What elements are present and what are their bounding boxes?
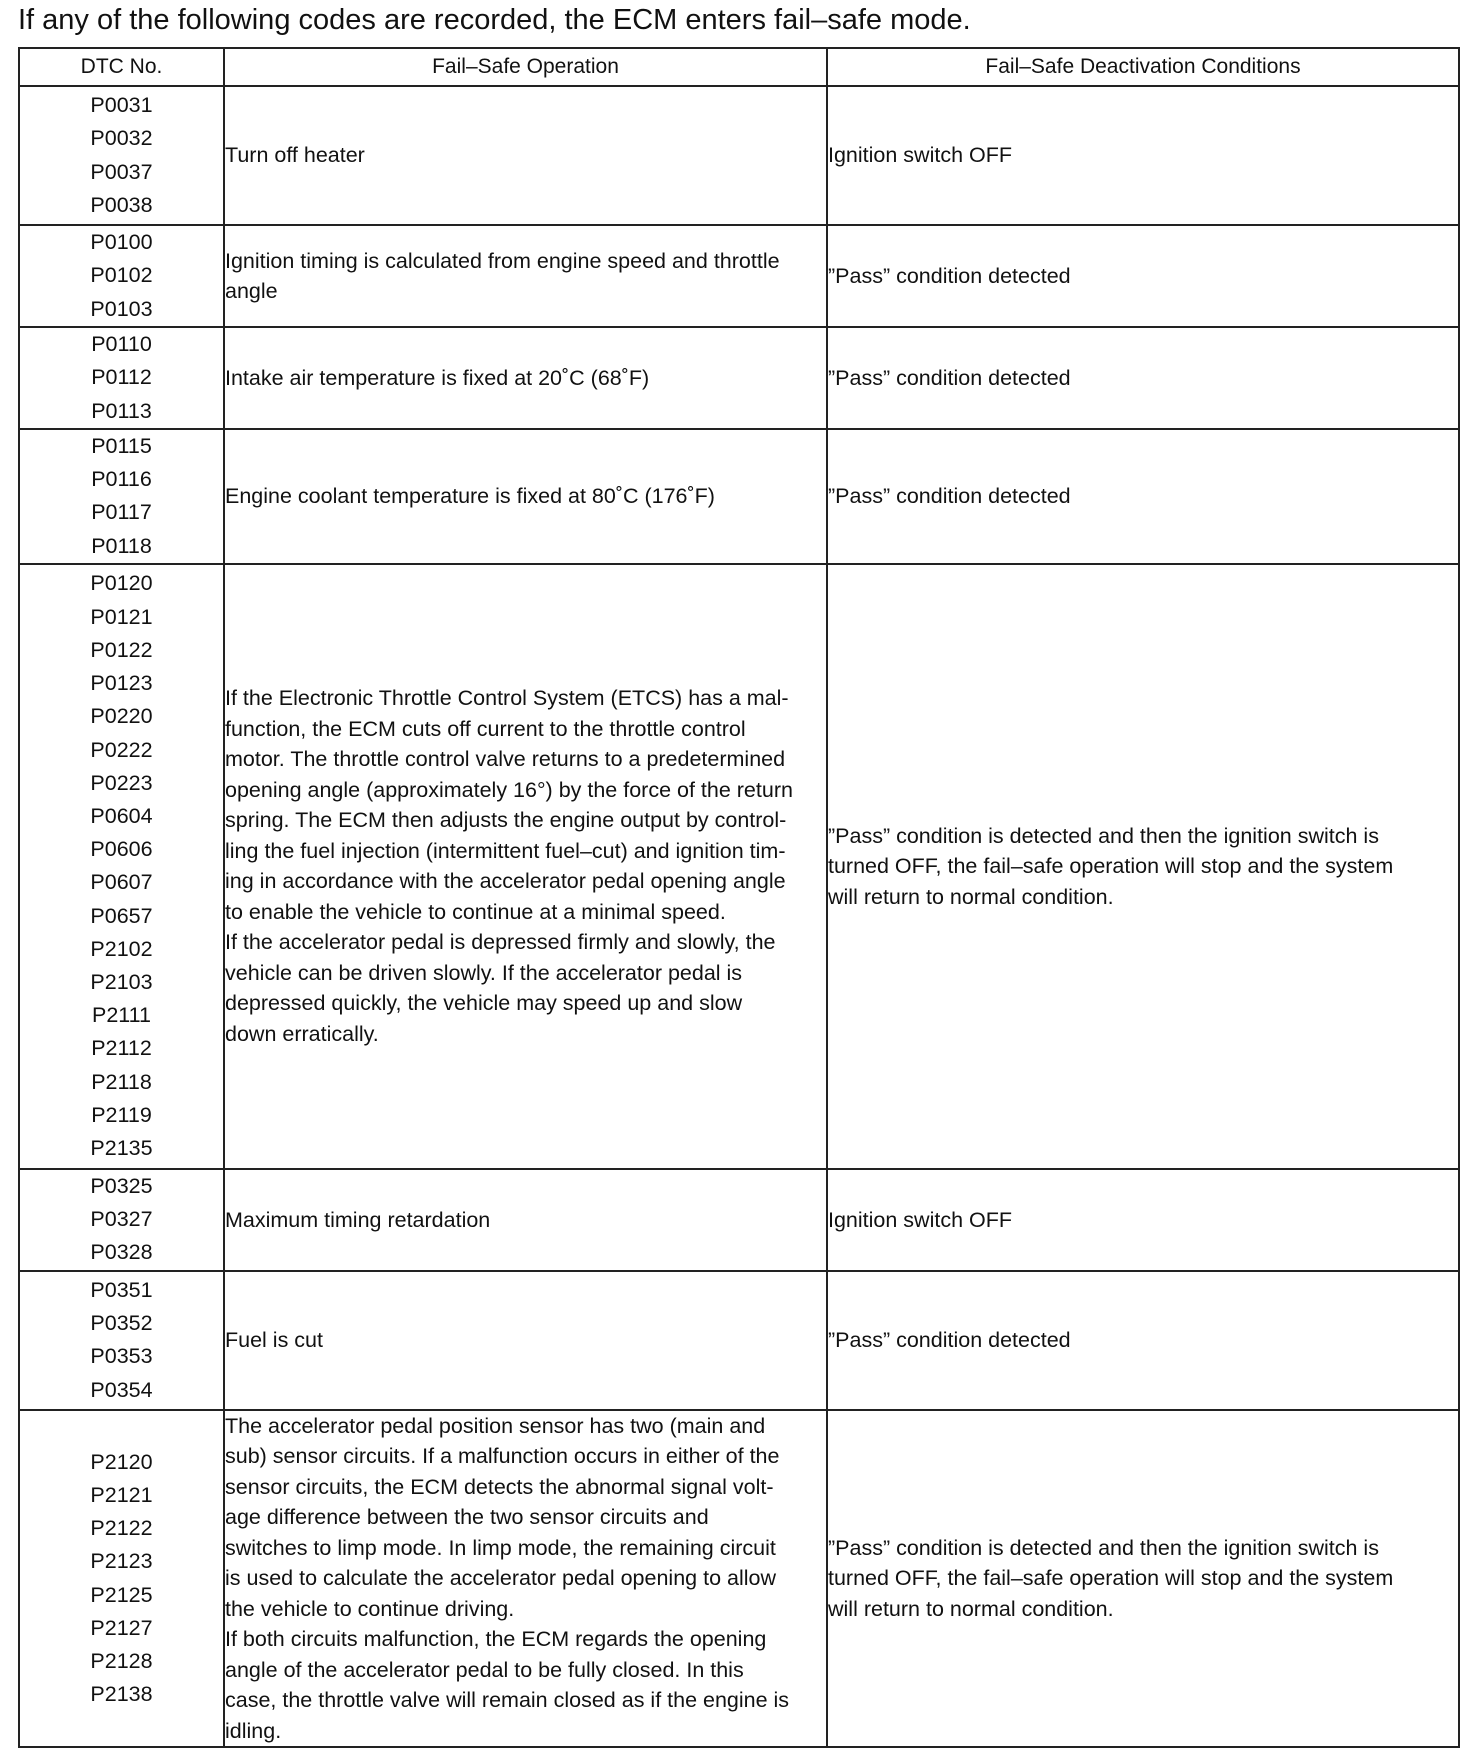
- dtc-code: P0352: [90, 1311, 153, 1336]
- operation-text: switches to limp mode. In limp mode, the remaining circuit: [225, 1535, 776, 1560]
- deactivation-cell: [827, 327, 1459, 429]
- dtc-code: P2121: [90, 1482, 153, 1507]
- operation-text: Turn off heater: [225, 143, 365, 168]
- dtc-code: P2122: [90, 1516, 153, 1541]
- dtc-code: P0351: [90, 1277, 153, 1302]
- dtc-code: P0038: [90, 192, 153, 217]
- dtc-code: P0121: [90, 604, 153, 629]
- dtc-code: P0118: [91, 533, 152, 558]
- operation-text: depressed quickly, the vehicle may speed up and slow: [225, 991, 743, 1016]
- operation-cell: [224, 1410, 827, 1748]
- operation-cell: [224, 327, 827, 429]
- dtc-cell: [19, 1271, 224, 1410]
- deactivation-cell: [827, 86, 1459, 225]
- deactivation-cell: [827, 225, 1459, 327]
- table-header-row: [19, 48, 1459, 86]
- operation-text: is used to calculate the accelerator pedal opening to allow: [225, 1566, 776, 1591]
- operation-text: motor. The throttle control valve returns to a predetermined: [225, 747, 786, 772]
- dtc-code: P2103: [90, 969, 153, 994]
- operation-text: Ignition timing is calculated from engine speed and throttle: [225, 248, 780, 273]
- dtc-code: P0328: [90, 1240, 153, 1265]
- deactivation-text: will return to normal condition.: [828, 884, 1114, 909]
- dtc-code: P0037: [90, 159, 153, 184]
- operation-text: sub) sensor circuits. If a malfunction occurs in either of the: [225, 1444, 780, 1469]
- header-dtc-no: DTC No.: [19, 48, 224, 86]
- operation-text: idling.: [225, 1718, 282, 1743]
- operation-text: If the accelerator pedal is depressed firmly and slowly, the: [225, 930, 776, 955]
- operation-text: vehicle can be driven slowly. If the accelerator pedal is: [225, 960, 743, 985]
- dtc-code: P2138: [90, 1682, 153, 1707]
- operation-text: opening angle (approximately 16°) by the force of the return: [225, 777, 793, 802]
- dtc-code: P2135: [90, 1135, 153, 1160]
- table-row: [19, 564, 1459, 1169]
- operation-cell: [224, 429, 827, 564]
- fail-safe-table: [18, 47, 1460, 1748]
- deactivation-text: ”Pass” condition is detected and then the ignition switch is: [828, 1535, 1379, 1560]
- operation-text: Fuel is cut: [225, 1328, 323, 1353]
- dtc-cell: [19, 429, 224, 564]
- operation-text: function, the ECM cuts off current to the throttle control: [225, 716, 746, 741]
- deactivation-text: ”Pass” condition detected: [828, 263, 1071, 288]
- deactivation-cell: [827, 429, 1459, 564]
- deactivation-text: will return to normal condition.: [828, 1596, 1114, 1621]
- operation-text: to enable the vehicle to continue at a minimal speed.: [225, 899, 726, 924]
- dtc-code: P2111: [92, 1003, 151, 1028]
- dtc-cell: [19, 225, 224, 327]
- operation-text: spring. The ECM then adjusts the engine output by control-: [225, 808, 787, 833]
- deactivation-text: turned OFF, the fail–safe operation will stop and the system: [828, 854, 1394, 879]
- operation-text: angle: [225, 279, 278, 303]
- operation-text: ling the fuel injection (intermittent fuel–cut) and ignition tim-: [225, 838, 786, 863]
- table-row: [19, 1169, 1459, 1271]
- table-body: [19, 86, 1459, 1747]
- dtc-code: P0607: [90, 870, 153, 895]
- dtc-code: P0100: [90, 230, 153, 255]
- dtc-code: P0103: [90, 296, 153, 321]
- table-row: [19, 327, 1459, 429]
- dtc-code: P0032: [90, 126, 153, 151]
- operation-text: age difference between the two sensor circuits and: [225, 1505, 709, 1530]
- dtc-code: P0122: [90, 637, 153, 662]
- header-deactivation-conditions: Fail–Safe Deactivation Conditions: [827, 48, 1459, 86]
- table-row: [19, 1410, 1459, 1748]
- dtc-code: P0102: [90, 263, 153, 288]
- operation-text: sensor circuits, the ECM detects the abnormal signal volt-: [225, 1474, 774, 1499]
- operation-cell: [224, 564, 827, 1169]
- dtc-code: P0606: [90, 837, 153, 862]
- operation-text: Engine coolant temperature is fixed at 80˚C (176˚F): [225, 484, 715, 509]
- table-row: [19, 429, 1459, 564]
- dtc-code: P2123: [90, 1549, 153, 1574]
- dtc-cell: [19, 1169, 224, 1271]
- deactivation-text: ”Pass” condition detected: [828, 365, 1071, 390]
- operation-cell: [224, 1169, 827, 1271]
- dtc-cell: [19, 327, 224, 429]
- dtc-code: P2102: [90, 936, 153, 961]
- operation-cell: [224, 86, 827, 225]
- table-row: [19, 86, 1459, 225]
- dtc-code: P0123: [90, 671, 153, 696]
- deactivation-text: turned OFF, the fail–safe operation will stop and the system: [828, 1566, 1394, 1591]
- dtc-code: P0120: [90, 571, 153, 596]
- deactivation-text: ”Pass” condition detected: [828, 484, 1071, 509]
- deactivation-text: Ignition switch OFF: [828, 143, 1012, 168]
- dtc-cell: [19, 86, 224, 225]
- operation-text: ing in accordance with the accelerator pedal opening angle: [225, 869, 786, 894]
- intro-text: If any of the following codes are recorded, the ECM enters fail–safe mode.: [18, 4, 971, 36]
- dtc-code: P2112: [91, 1036, 152, 1061]
- dtc-code: P2125: [90, 1582, 153, 1607]
- operation-text: down erratically.: [225, 1021, 379, 1046]
- operation-text: angle of the accelerator pedal to be fully closed. In this: [225, 1657, 744, 1682]
- dtc-code: P0113: [91, 398, 152, 423]
- deactivation-cell: [827, 1410, 1459, 1748]
- operation-text: Maximum timing retardation: [225, 1207, 491, 1232]
- dtc-code: P0327: [90, 1207, 153, 1232]
- dtc-code: P0031: [90, 93, 153, 118]
- operation-text: The accelerator pedal position sensor has two (main and: [225, 1413, 766, 1438]
- dtc-code: P2119: [91, 1102, 152, 1127]
- deactivation-text: ”Pass” condition is detected and then the ignition switch is: [828, 823, 1379, 848]
- deactivation-text: Ignition switch OFF: [828, 1207, 1012, 1232]
- dtc-code: P2128: [90, 1648, 153, 1673]
- dtc-code: P2127: [90, 1615, 153, 1640]
- operation-cell: [224, 1271, 827, 1410]
- operation-cell: [224, 225, 827, 327]
- dtc-cell: [19, 564, 224, 1169]
- dtc-code: P0222: [90, 737, 153, 762]
- deactivation-cell: [827, 1271, 1459, 1410]
- operation-text: If both circuits malfunction, the ECM regards the opening: [225, 1627, 767, 1652]
- dtc-code: P0657: [90, 903, 153, 928]
- dtc-code: P0115: [91, 434, 152, 458]
- operation-text: Intake air temperature is fixed at 20˚C (68˚F): [225, 365, 650, 390]
- dtc-code: P0117: [91, 500, 152, 525]
- dtc-code: P0220: [90, 704, 153, 729]
- dtc-code: P0116: [91, 467, 152, 492]
- dtc-code: P0112: [91, 365, 152, 390]
- table-row: [19, 1271, 1459, 1410]
- dtc-code: P2120: [90, 1449, 153, 1474]
- dtc-code: P0353: [90, 1344, 153, 1369]
- dtc-cell: [19, 1410, 224, 1748]
- header-fail-safe-operation: Fail–Safe Operation: [224, 48, 827, 86]
- deactivation-cell: [827, 564, 1459, 1169]
- dtc-code: P0354: [90, 1377, 153, 1402]
- table-row: [19, 225, 1459, 327]
- deactivation-cell: [827, 1169, 1459, 1271]
- operation-text: If the Electronic Throttle Control System (ETCS) has a mal-: [225, 686, 789, 711]
- dtc-code: P0604: [90, 803, 153, 828]
- operation-text: the vehicle to continue driving.: [225, 1596, 515, 1621]
- operation-text: case, the throttle valve will remain closed as if the engine is: [225, 1688, 790, 1713]
- dtc-code: P0325: [90, 1174, 153, 1198]
- dtc-code: P0223: [90, 770, 153, 795]
- dtc-code: P0110: [91, 332, 152, 357]
- dtc-code: P2118: [91, 1069, 152, 1094]
- deactivation-text: ”Pass” condition detected: [828, 1328, 1071, 1353]
